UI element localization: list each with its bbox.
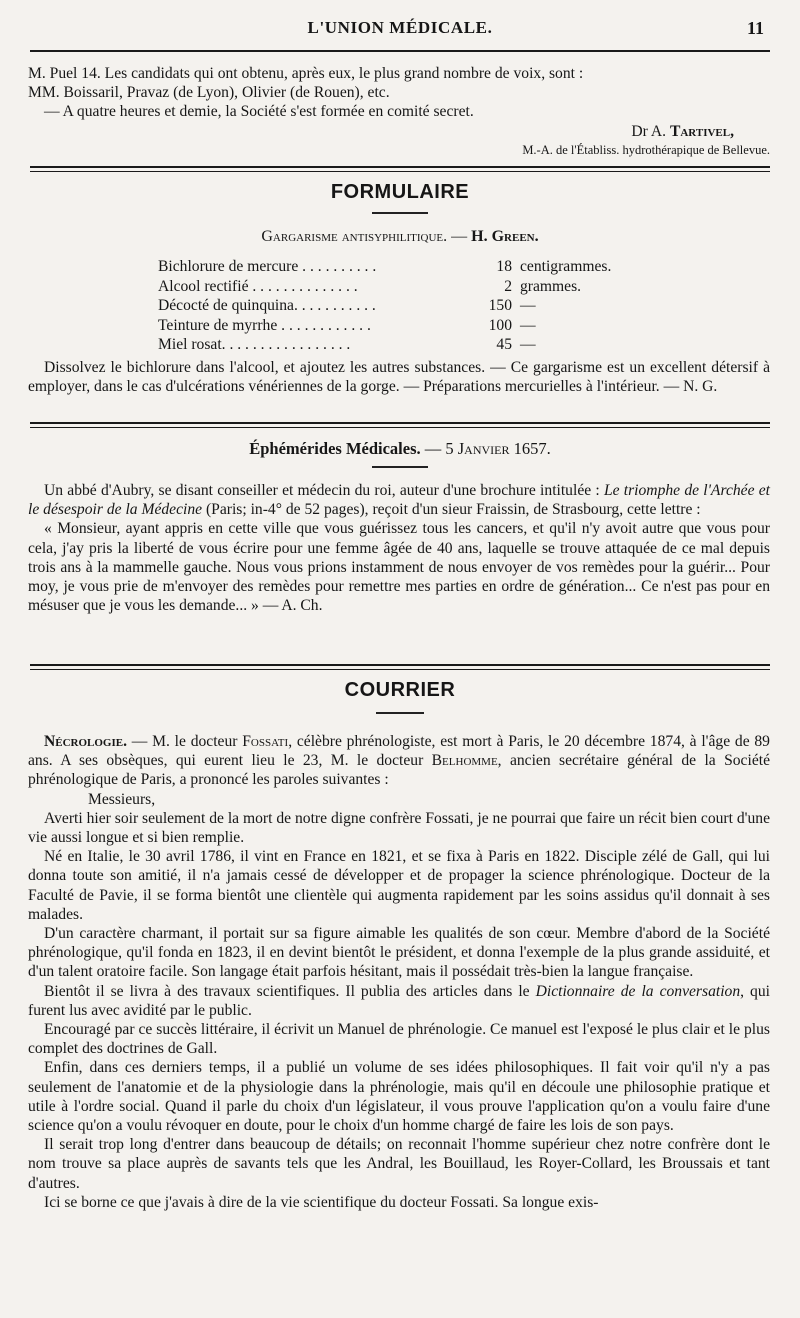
header-rule bbox=[30, 50, 770, 52]
speech-paragraph-birth: Né en Italie, le 30 avril 1786, il vint en France en 1821, et se fixa à Paris en 1822. Disciple zélé de Gall, qui lui donna toute son amitié, il n'a jamais cessé de développer et de propager la science phrénologique. Docteur de la Faculté de Pavie, il se forma bientôt une clientèle qui augmenta rapidement par les soins assidus qu'il donnait à ses malades. bbox=[28, 848, 770, 923]
speech-paragraph-manual: Encouragé par ce succès littéraire, il écrivit un Manuel de phrénologie. Ce manuel est l'exposé le plus clair et le plus complet des doctrines de Gall. bbox=[28, 1021, 770, 1058]
page-number: 11 bbox=[746, 18, 764, 38]
author-signature bbox=[28, 122, 770, 141]
ingredient-name: Alcool rectifié . . . . . . . . . . . . . . bbox=[158, 277, 358, 295]
speech-paragraph-philosophy: Enfin, dans ces derniers temps, il a publié un volume de ses idées philosophiques. Il fait voir qu'il n'y a pas seulement de l'anatomie et de la physiologie dans la phrénologie, mais qu'il en découle une philosophie pratique et utile à l'ordre social. Quand il parle du choix d'un législateur, il vous prouve l'application qu'on a voulu faire d'une science qu'on a voulu révoquer en doute, pour le choix d'un homme chargé de faire les lois de son pays. bbox=[28, 1059, 770, 1135]
ingredient-qty: 18 bbox=[496, 258, 512, 275]
ephemerides-block bbox=[28, 481, 770, 615]
ingredient-unit: centigrammes. bbox=[520, 258, 612, 275]
section-rule-2b bbox=[30, 427, 770, 428]
ingredient-name: Teinture de myrrhe . . . . . . . . . . . . bbox=[158, 316, 371, 334]
ingredient-unit: grammes. bbox=[520, 277, 582, 295]
section-rule-2a bbox=[30, 422, 770, 424]
running-header bbox=[30, 18, 770, 44]
seance-line-2: MM. Boissaril, Pravaz (de Lyon), Olivier (de Rouen), etc. bbox=[28, 84, 390, 102]
ephemerides-p1-start: Un abbé d'Aubry, se disant conseiller et médecin du roi, auteur d'une brochure intitulée : bbox=[44, 482, 604, 499]
works-text-2: , qui furent lus avec avidité par le public. bbox=[28, 982, 770, 1019]
recipe-sep: — bbox=[447, 228, 472, 245]
ephemerides-date: — 5 Janvier 1657. bbox=[420, 439, 551, 458]
formulaire-description: Dissolvez le bichlorure dans l'alcool, et ajoutez les autres substances. — Ce gargarisme est un excellent détersif à employer, dans le cas d'ulcérations vénériennes de la gorge. — Préparations mercurielles à l'intérieur. — N. G. bbox=[28, 359, 770, 396]
seance-line-3: — A quatre heures et demie, la Société s'est formée en comité secret. bbox=[44, 103, 474, 121]
ingredient-qty: 45 bbox=[496, 336, 512, 354]
seance-line-1: M. Puel 14. Les candidats qui ont obtenu, après eux, le plus grand nombre de voix, sont : bbox=[28, 65, 584, 82]
courrier-block bbox=[28, 732, 770, 1212]
necrologie-text-3: , ancien secrétaire général de la Société phrénologique de Paris, a prononcé les paroles suivantes : bbox=[28, 752, 770, 789]
speech-paragraph-closing: Ici se borne ce que j'avais à dire de la vie scientifique du docteur Fossati. Sa longue exis- bbox=[44, 1193, 599, 1211]
signature-role: M.-A. de l'Établiss. hydrothérapique de Bellevue. bbox=[522, 142, 770, 157]
formulaire-title-rule bbox=[372, 212, 428, 214]
ephemerides-title: Éphémérides Médicales. bbox=[249, 439, 421, 458]
ingredient-unit: — bbox=[520, 316, 536, 334]
formulaire-title: FORMULAIRE bbox=[330, 181, 470, 203]
seance-end-block bbox=[28, 64, 770, 160]
formulaire-description-block bbox=[28, 358, 770, 396]
recipe-title: Gargarisme antisyphilitique. bbox=[261, 228, 448, 245]
speech-paragraph-peers: Il serait trop long d'entrer dans beaucoup de détails; on reconnait l'homme supérieur chez notre confrère dont le nom trouve sa place auprès de savants tels que les Andral, les Bouillaud, les Royer-Collard, les Broussais et tant d'autres. bbox=[28, 1136, 770, 1192]
ephemerides-heading bbox=[30, 439, 770, 459]
ingredient-row bbox=[158, 278, 598, 298]
ephemerides-title-rule bbox=[372, 466, 428, 468]
dictionary-title: Dictionnaire de la conversation bbox=[535, 982, 741, 1000]
ingredients-list bbox=[158, 258, 612, 356]
ingredient-row bbox=[158, 297, 598, 317]
ingredient-row bbox=[158, 317, 598, 337]
section-rule-3b bbox=[30, 669, 770, 670]
necrologie-text-2: , célèbre phrénologiste, est mort à Paris, le 20 décembre 1874, à l'âge de 89 ans. A ses obsèques, qui eurent lieu le 23, M. le docteur bbox=[28, 733, 770, 770]
ingredient-name: Bichlorure de mercure . . . . . . . . . . bbox=[158, 258, 377, 275]
deceased-name: Fossati bbox=[242, 733, 289, 750]
section-rule-3a bbox=[30, 664, 770, 666]
ingredient-unit: — bbox=[520, 297, 536, 315]
courrier-title-rule bbox=[376, 712, 424, 714]
ingredient-row bbox=[158, 336, 598, 356]
ingredient-qty: 150 bbox=[488, 297, 512, 315]
ephemerides-paragraph-1 bbox=[28, 481, 770, 519]
book-title: Le triomphe de l'Archée et le désespoir de la Médecine bbox=[28, 482, 770, 519]
speech-paragraph-works bbox=[28, 982, 770, 1020]
signature-prefix: Dr A. bbox=[631, 122, 670, 140]
ephemerides-p1-end: (Paris; in-4° de 52 pages), reçoit d'un sieur Fraissin, de Strasbourg, cette lettre : bbox=[202, 501, 701, 519]
ingredient-row bbox=[158, 258, 612, 278]
ingredient-qty: 100 bbox=[488, 316, 512, 334]
necrologie-paragraph bbox=[28, 732, 770, 790]
section-rule-1a bbox=[30, 166, 770, 168]
speech-salutation: Messieurs, bbox=[88, 790, 156, 808]
necrologie-text-1: — M. le docteur bbox=[127, 733, 243, 750]
recipe-author: H. Green. bbox=[471, 228, 539, 245]
ingredient-name: Décocté de quinquina. . . . . . . . . . . bbox=[158, 297, 376, 315]
speech-paragraph-averti: Averti hier soir seulement de la mort de notre digne confrère Fossati, je ne pourrai que faire un récit bien court d'une vie aussi longue et si bien remplie. bbox=[28, 809, 770, 847]
speech-paragraph-character: D'un caractère charmant, il portait sur sa figure aimable les qualités de son cœur. Membre d'abord de la Société phrénologique, qu'il fonda en 1823, il en devint bientôt le président, et donna l'exemple de la plus grande assiduité, et d'un talent oratoire facile. Son langage était parfois hésitant, mais il possédait très-bien la langue française. bbox=[28, 925, 770, 981]
ingredient-unit: — bbox=[520, 336, 536, 354]
works-text-1: Bientôt il se livra à des travaux scientifiques. Il publia des articles dans le bbox=[44, 982, 536, 1000]
signature-name: Tartivel, bbox=[669, 122, 734, 140]
necrologie-label: Nécrologie. bbox=[44, 733, 128, 750]
section-rule-1b bbox=[30, 171, 770, 172]
running-title: L'UNION MÉDICALE. bbox=[307, 18, 493, 37]
ingredient-qty: 2 bbox=[504, 277, 512, 295]
courrier-title: COURRIER bbox=[344, 679, 456, 701]
speaker-name: Belhomme bbox=[431, 752, 498, 770]
ingredient-name: Miel rosat. . . . . . . . . . . . . . . . . bbox=[158, 336, 351, 354]
ephemerides-letter: « Monsieur, ayant appris en cette ville que vous guérissez tous les cancers, et qu'il n'y avoit autre que vous pour cela, j'ay pris la liberté de vous écrire pour une femme âgée de 40 ans, laquelle se trouve attaquée de ce mal depuis trois ans à la mammelle gauche. Nous vous prions instamment de nous envoyer de vos remèdes pour la guérir... Pour moy, je vous prie de m'envoyer des remèdes pour remettre mes parties en ordre de génération... Ce n'est pas pour en mésuser que je vous les demande... » — A. Ch. bbox=[28, 520, 770, 615]
recipe-heading bbox=[30, 228, 770, 246]
